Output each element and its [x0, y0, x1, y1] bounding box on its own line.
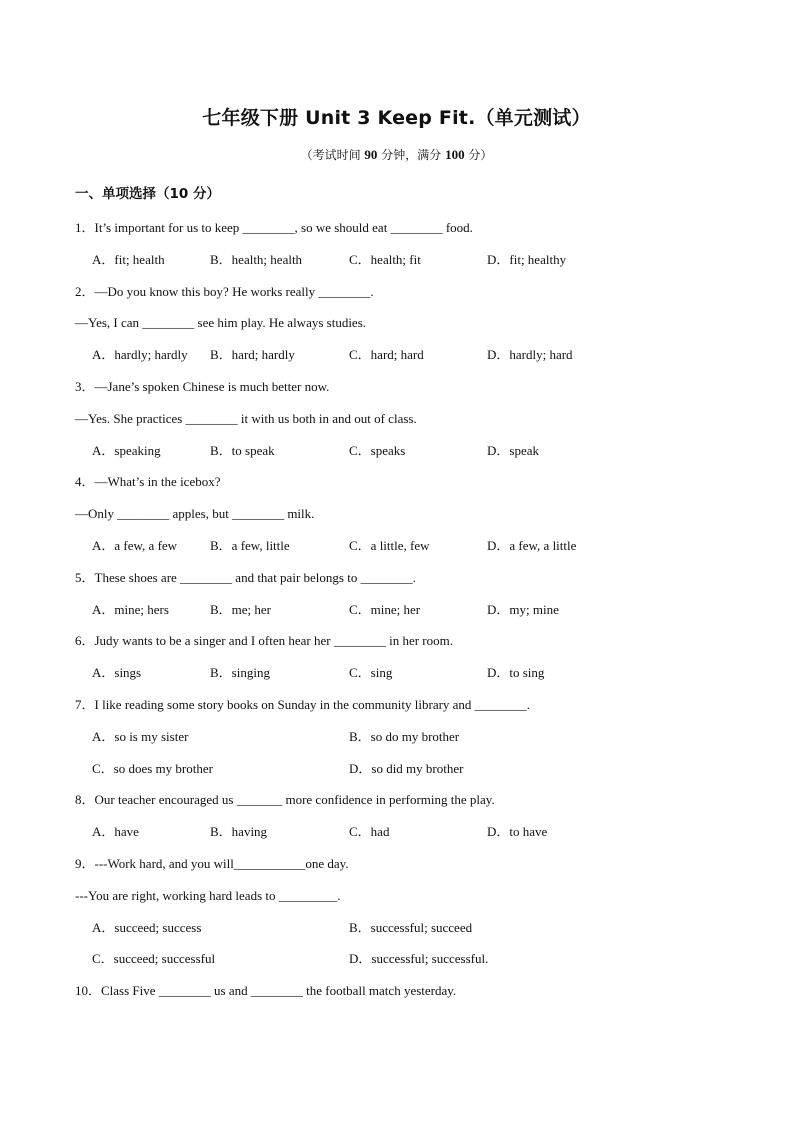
question-3-reply: —Yes. She practices ________ it with us both in and out of class. [75, 411, 417, 426]
question-2-option-d[interactable]: D．hardly; hard [487, 347, 573, 362]
exam-time: 90 [364, 147, 378, 162]
question-2-stem: 2．—Do you know this boy? He works really ________. [75, 284, 374, 299]
question-4-option-d[interactable]: D．a few, a little [487, 538, 577, 553]
question-7-option-c[interactable]: C．so does my brother [92, 761, 213, 776]
question-6-option-d[interactable]: D．to sing [487, 665, 545, 680]
question-6-option-a[interactable]: A．sings [92, 665, 142, 680]
question-1-option-b[interactable]: B．health; health [210, 252, 303, 267]
question-6-option-c[interactable]: C．sing [349, 665, 393, 680]
question-3-option-a[interactable]: A．speaking [92, 443, 161, 458]
question-5-option-a[interactable]: A．mine; hers [92, 602, 169, 617]
question-7-option-a[interactable]: A．so is my sister [92, 729, 189, 744]
question-9-option-a[interactable]: A．succeed; success [92, 920, 202, 935]
question-7-option-d[interactable]: D．so did my brother [349, 761, 464, 776]
question-7-option-b[interactable]: B．so do my brother [349, 729, 460, 744]
exam-info-middle: 分钟，满分 [377, 148, 446, 162]
question-8-option-d[interactable]: D．to have [487, 824, 548, 839]
question-1-option-d[interactable]: D．fit; healthy [487, 252, 567, 267]
question-8-option-a[interactable]: A．have [92, 824, 139, 839]
question-8-option-b[interactable]: B．having [210, 824, 268, 839]
question-1-option-a[interactable]: A．fit; health [92, 252, 165, 267]
exam-score: 100 [445, 147, 465, 162]
question-1-stem: 1．It’s important for us to keep ________, so we should eat ________ food. [75, 220, 473, 235]
question-9-option-d[interactable]: D．successful; successful. [349, 951, 489, 966]
question-5-option-d[interactable]: D．my; mine [487, 602, 559, 617]
question-2-option-c[interactable]: C．hard; hard [349, 347, 424, 362]
question-7-stem: 7．I like reading some story books on Sunday in the community library and ________. [75, 697, 530, 712]
question-3-stem: 3．—Jane’s spoken Chinese is much better now. [75, 379, 330, 394]
question-4-option-a[interactable]: A．a few, a few [92, 538, 178, 553]
question-3-option-b[interactable]: B．to speak [210, 443, 275, 458]
question-1-option-c[interactable]: C．health; fit [349, 252, 421, 267]
question-5-stem: 5．These shoes are ________ and that pair belongs to ________. [75, 570, 416, 585]
question-8-stem: 8．Our teacher encouraged us _______ more confidence in performing the play. [75, 792, 495, 807]
question-9-stem: 9．---Work hard, and you will___________one day. [75, 856, 349, 871]
question-9-option-b[interactable]: B．successful; succeed [349, 920, 473, 935]
question-5-option-c[interactable]: C．mine; her [349, 602, 421, 617]
question-10-stem: 10．Class Five ________ us and ________ the football match yesterday. [75, 983, 457, 998]
page-title: 七年级下册 Unit 3 Keep Fit.（单元测试） [202, 107, 591, 129]
question-4-option-c[interactable]: C．a little, few [349, 538, 430, 553]
question-9-reply: ---You are right, working hard leads to _________. [75, 888, 341, 903]
question-6-option-b[interactable]: B．singing [210, 665, 270, 680]
question-3-option-c[interactable]: C．speaks [349, 443, 406, 458]
question-2-option-b[interactable]: B．hard; hardly [210, 347, 295, 362]
question-8-option-c[interactable]: C．had [349, 824, 390, 839]
question-4-stem: 4．—What’s in the icebox? [75, 474, 221, 489]
question-5-option-b[interactable]: B．me; her [210, 602, 272, 617]
question-4-reply: —Only ________ apples, but ________ milk. [75, 506, 315, 521]
question-2-option-a[interactable]: A．hardly; hardly [92, 347, 188, 362]
section-heading: 一、单项选择（10 分） [75, 186, 220, 202]
question-4-option-b[interactable]: B．a few, little [210, 538, 290, 553]
question-6-stem: 6．Judy wants to be a singer and I often hear her ________ in her room. [75, 633, 453, 648]
exam-info-prefix: （考试时间 [300, 148, 365, 162]
question-9-option-c[interactable]: C．succeed; successful [92, 951, 216, 966]
exam-info-suffix: 分） [464, 148, 493, 162]
exam-info [0, 146, 793, 163]
question-3-option-d[interactable]: D．speak [487, 443, 539, 458]
question-2-reply: —Yes, I can ________ see him play. He always studies. [75, 315, 367, 330]
